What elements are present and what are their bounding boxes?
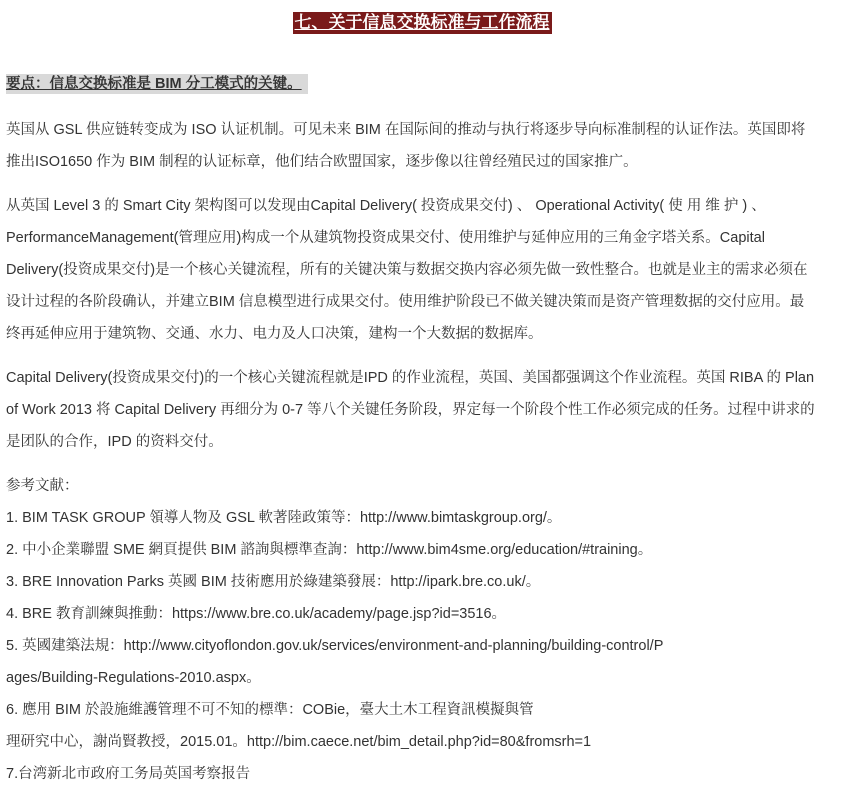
reference-item-continued: 理研究中心，謝尚賢教授，2015.01。http://bim.caece.net/bim_detail.php?id=80&fromsrh=1 <box>6 734 592 750</box>
reference-item: 6. 應用 BIM 於設施維護管理不可不知的標準：COBie，臺大土木工程資訊模擬與管 <box>6 702 534 718</box>
paragraph-3 <box>6 362 838 458</box>
references-title: 参考文献： <box>6 478 79 494</box>
paragraph-line: 是团队的合作，IPD 的资料交付。 <box>6 434 223 450</box>
paragraph-line: 设计过程的各阶段确认，并建立BIM 信息模型进行成果交付。使用维护阶段已不做关键决策而是资产管理数据的交付应用。最 <box>6 294 805 310</box>
reference-item: 7.台湾新北市政府工务局英国考察报告 <box>6 766 251 782</box>
paragraph-line: 终再延伸应用于建筑物、交通、水力、电力及人口决策，建构一个大数据的数据库。 <box>6 326 543 342</box>
title-container <box>6 0 838 34</box>
reference-item: 5. 英國建築法規：http://www.cityoflondon.gov.uk/services/environment-and-planning/building-control/P <box>6 638 664 654</box>
section-title: 七、关于信息交换标准与工作流程 <box>294 13 550 32</box>
reference-item-continued: ages/Building-Regulations-2010.aspx。 <box>6 670 261 686</box>
paragraph-line: of Work 2013 将 Capital Delivery 再细分为 0-7 等八个关键任务阶段，界定每一个阶段个性工作必须完成的任务。过程中讲求的 <box>6 402 815 418</box>
reference-item: 3. BRE Innovation Parks 英國 BIM 技術應用於綠建築發展：http://ipark.bre.co.uk/。 <box>6 574 541 590</box>
paragraph-line: PerformanceManagement(管理应用)构成一个从建筑物投资成果交付、使用维护与延伸应用的三角金字塔关系。Capital <box>6 230 765 246</box>
paragraph-line: 英国从 GSL 供应链转变成为 ISO 认证机制。可见未来 BIM 在国际间的推动与执行将逐步导向标准制程的认证作法。英国即将 <box>6 122 806 138</box>
reference-item: 4. BRE 教育訓練與推動：https://www.bre.co.uk/academy/page.jsp?id=3516。 <box>6 606 507 622</box>
paragraph-line: 从英国 Level 3 的 Smart City 架构图可以发现由Capital Delivery( 投资成果交付) 、 Operational Activity( 使 用 维 护 ) 、 <box>6 198 766 214</box>
paragraph-line: 推出ISO1650 作为 BIM 制程的认证标章，他们结合欧盟国家，逐步像以往曾经殖民过的国家推广。 <box>6 154 638 170</box>
paragraph-2 <box>6 190 838 350</box>
paragraph-1 <box>6 114 838 178</box>
paragraph-line: Capital Delivery(投资成果交付)的一个核心关键流程就是IPD 的作业流程，英国、美国都强调这个作业流程。英国 RIBA 的 Plan <box>6 370 815 386</box>
reference-item: 1. BIM TASK GROUP 領導人物及 GSL 軟著陸政策等：http://www.bimtaskgroup.org/。 <box>6 510 562 526</box>
references-section <box>6 470 838 790</box>
paragraph-line: Delivery(投资成果交付)是一个核心关键流程，所有的关键决策与数据交换内容必须先做一致性整合。也就是业主的需求必须在 <box>6 262 808 278</box>
reference-item: 2. 中小企業聯盟 SME 網頁提供 BIM 諮詢與標準查詢：http://www.bim4sme.org/education/#training。 <box>6 542 653 558</box>
key-point-note: 要点：信息交换标准是 BIM 分工模式的关键。 <box>6 74 308 94</box>
